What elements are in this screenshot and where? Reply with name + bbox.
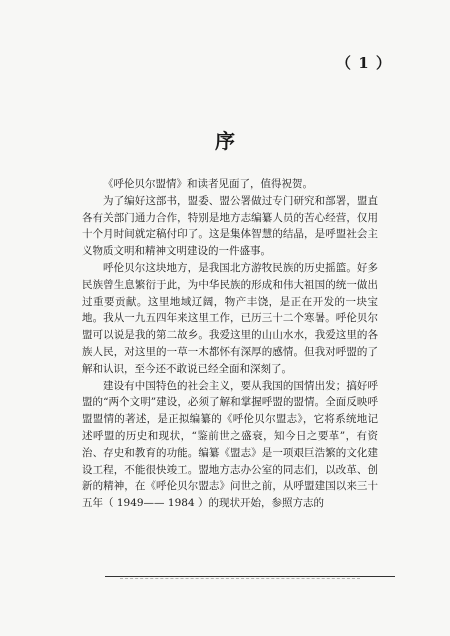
body-text (82, 176, 378, 512)
preface-title: 序 (215, 129, 235, 153)
paragraph: 呼伦贝尔这块地方，是我国北方游牧民族的历史摇篮。好多民族曾生息繁衍于此，为中华民族的形成和伟大祖国的统一做出过重要贡献。这里地域辽阔，物产丰饶，是正在开发的一块宝地。我从一九五四年来这里工作，已历三十二个寒暑。呼伦贝尔盟可以说是我的第二故乡。我爱这里的山山水水，我爱这里的各族人民，对这里的一草一木都怀有深厚的感情。但我对呼盟的了解和认识，至今还不敢说已经全面和深刻了。 (82, 261, 378, 375)
paragraph: 建设有中国特色的社会主义，要从我国的国情出发；搞好呼盟的“两个文明”建设，必须了解和掌握呼盟的盟情。全面反映呼盟盟情的著述，是正拟编纂的《呼伦贝尔盟志》，它将系统地记述呼盟的历史和现状，“鉴前世之盛衰，知今日之要革”，有资治、存史和教育的功能。编纂《盟志》是一项艰巨浩繁的文化建设工程，不能很快竣工。盟地方志办公室的同志们，以改革、创新的精神，在《呼伦贝尔盟志》问世之前，从呼盟建国以来三十五年（ 1949—— 1984 ）的现状开始，参照方志的 (82, 379, 378, 510)
paragraph: 为了编好这部书，盟委、盟公署做过专门研究和部署，盟直各有关部门通力合作，特别是地方志编纂人员的苦心经营，仅用十个月时间就定稿付印了。这是集体智慧的结晶，是呼盟社会主义物质文明和精神文明建设的一件盛事。 (82, 194, 378, 258)
bottom-rule-shadow (120, 578, 360, 579)
page-number: （ 1 ） (336, 54, 392, 72)
bottom-rule (105, 576, 395, 577)
paragraph: 《呼伦贝尔盟情》和读者见面了，值得祝贺。 (103, 178, 313, 190)
